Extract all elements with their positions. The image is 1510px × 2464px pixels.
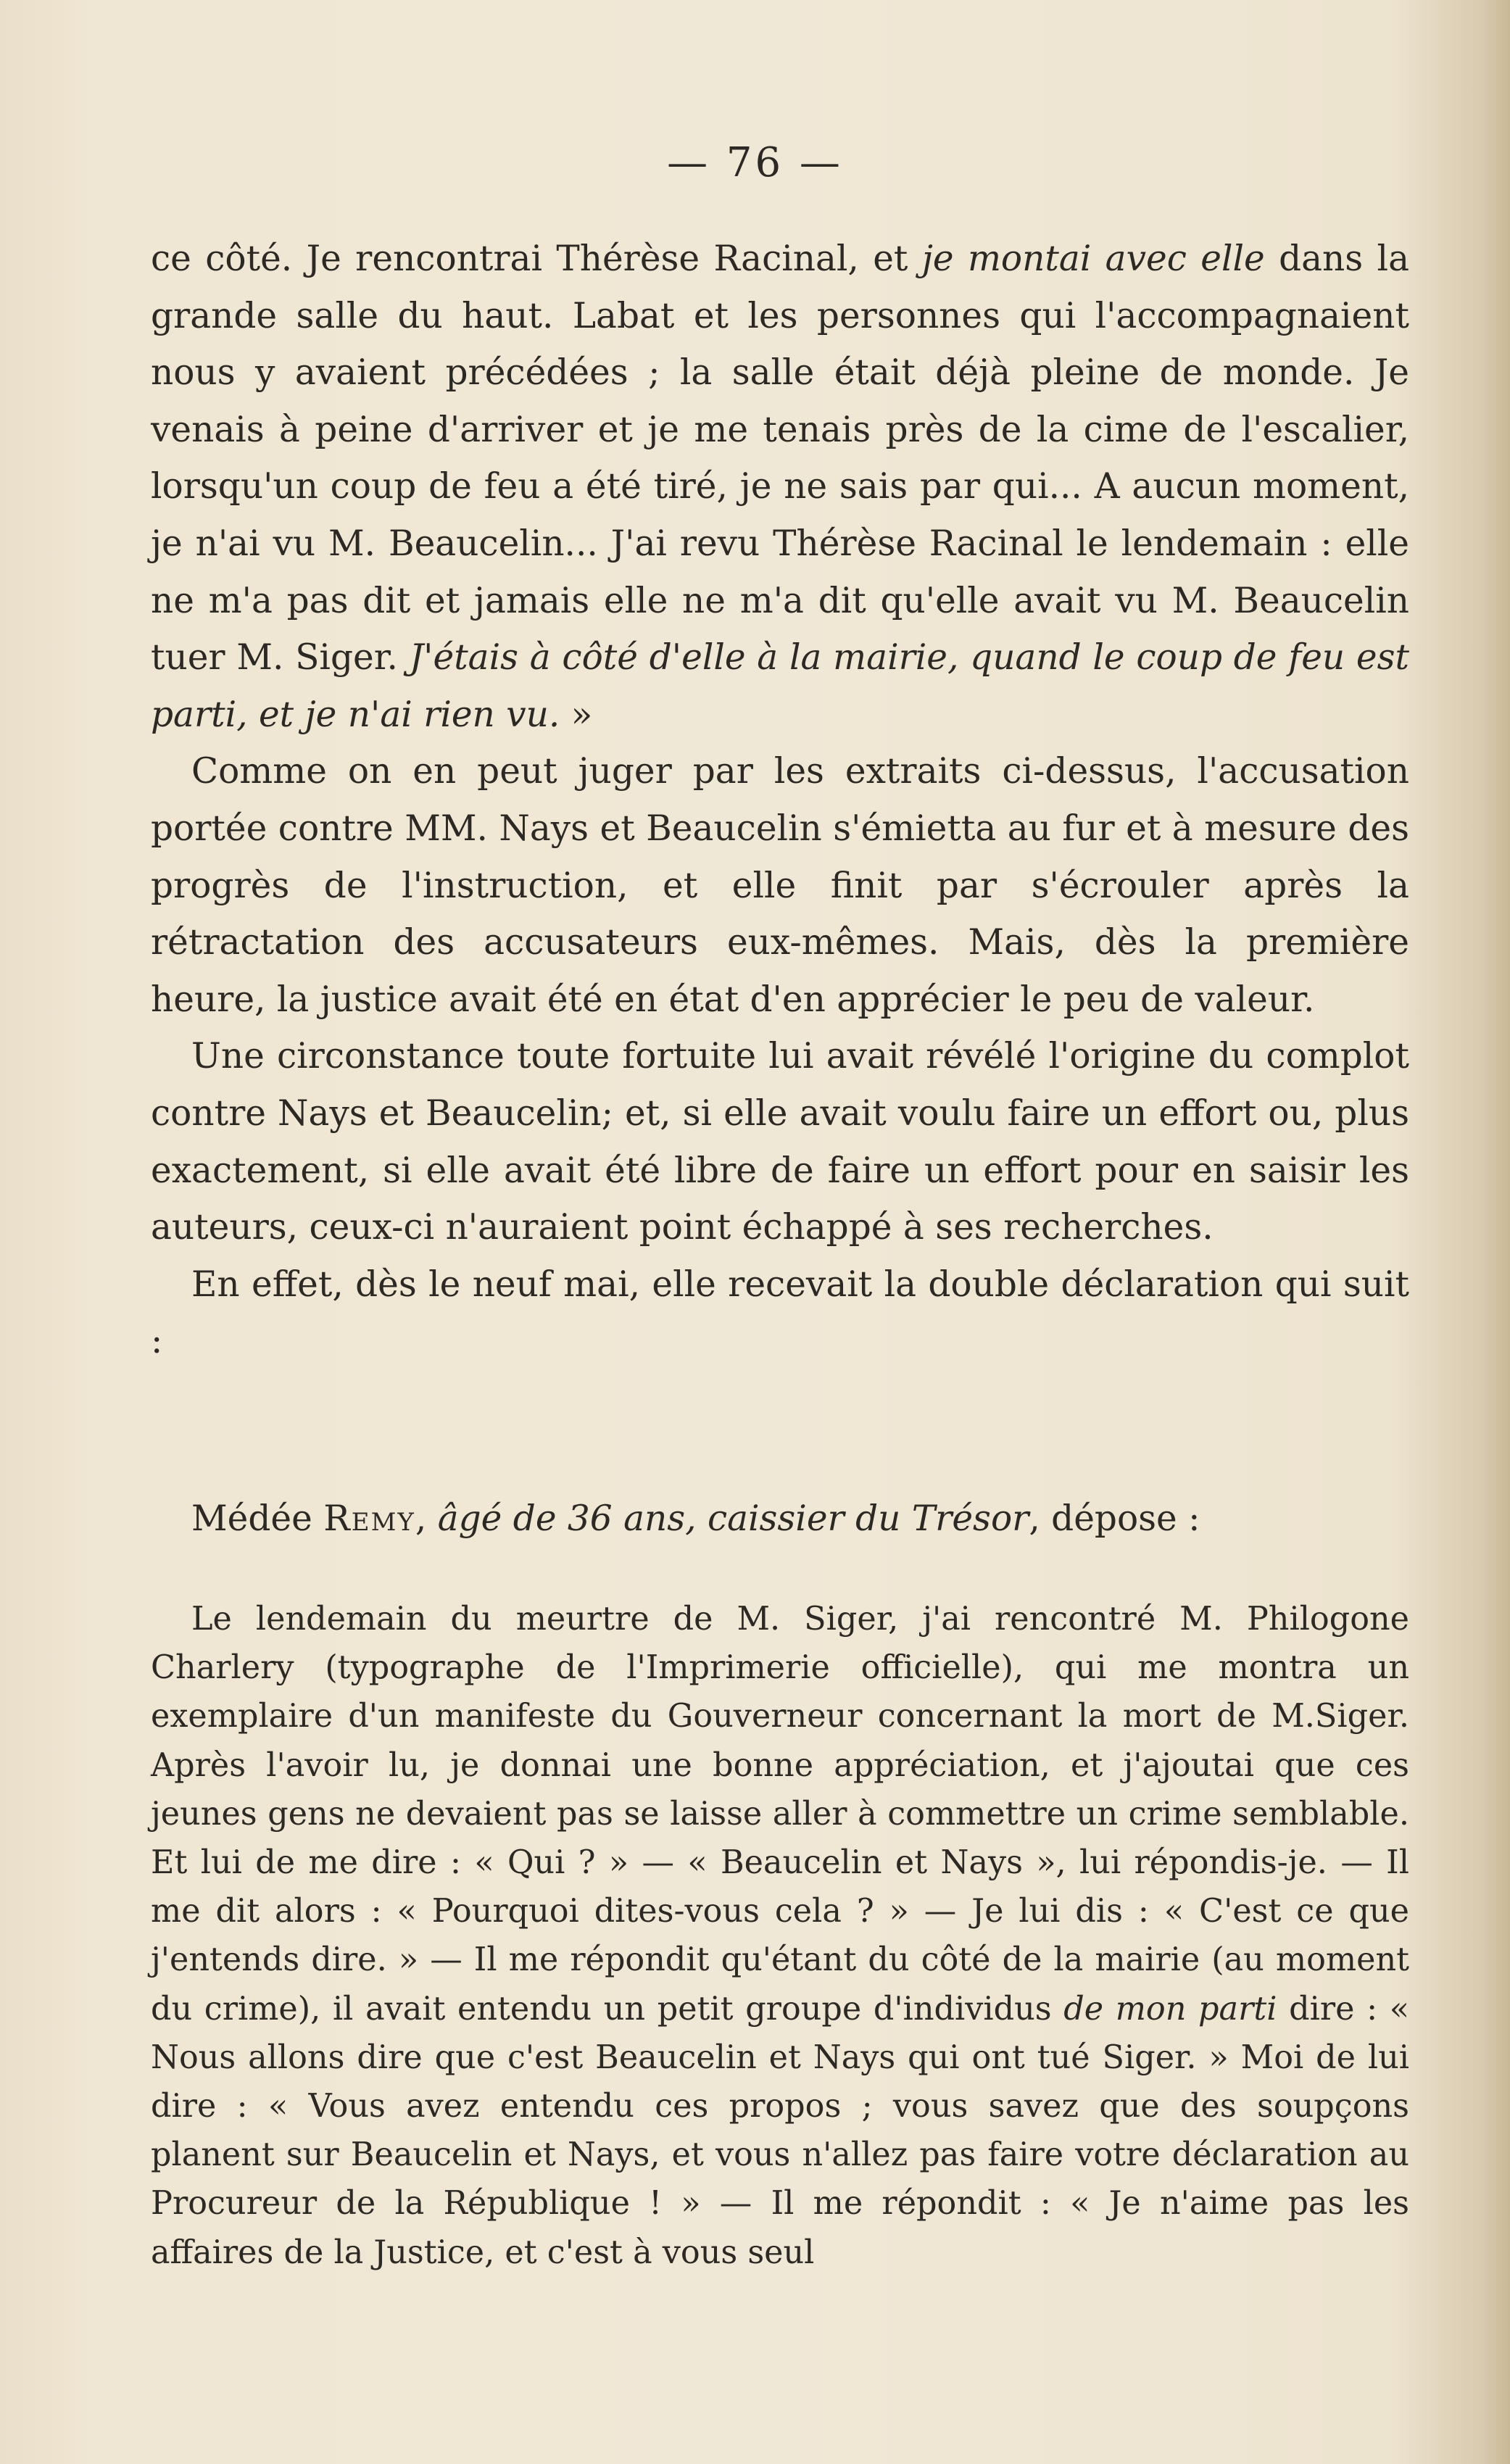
paragraph-1-text-c: » (560, 694, 593, 735)
paragraph-2: Comme on en peut juger par les extraits ci-dessus, l'accusation portée contre MM. Nays et Beaucelin s'émietta au fur et à mesure des progrès de l'instruction, et elle finit par s'écrouler après la rétractation des accusateurs eux-mêmes. Mais, dès la première heure, la justice avait été en état d'en apprécier le peu de valeur. (151, 751, 1409, 1020)
deponent-prefix: Médée (191, 1498, 324, 1539)
testimony-italic: de mon parti (1063, 1990, 1277, 2028)
testimony-text-a: Le lendemain du meurtre de M. Siger, j'ai rencontré M. Philogone Charlery (typographe de l'Imprimerie officielle), qui me montra un exemplaire d'un manifeste du Gouverneur concernant la mort de M.Siger. Après l'avoir lu, je donnai une bonne appréciation, et j'ajoutai que ces jeunes gens ne devaient pas se laisse aller à commettre un crime semblable. Et lui de me dire : « Qui ? » — « Beaucelin et Nays », lui répondis-je. — Il me dit alors : « Pourquoi dites-vous cela ? » — Je lui dis : « C'est ce que j'entends dire. » — Il me répondit qu'étant du côté de la mairie (au moment du crime), il avait entendu un petit groupe d'individus (151, 1601, 1409, 2028)
paragraph-3: Une circonstance toute fortuite lui avait révélé l'origine du complot contre Nays et Beaucelin; et, si elle avait voulu faire un effort ou, plus exactement, si elle avait été libre de faire un effort pour en saisir les auteurs, ceux-ci n'auraient point échappé à ses recherches. (151, 1036, 1409, 1248)
paragraph-1-italic-b: J'étais à côté d'elle à la mairie, quand le coup de feu est parti, et je n'ai rien vu. (151, 637, 1409, 735)
page-number: — 76 — (667, 139, 843, 186)
deponent-suffix: , dépose : (1029, 1498, 1200, 1539)
deponent-line (191, 1490, 1409, 1548)
deponent-details: âgé de 36 ans, caissier du Trésor (437, 1498, 1029, 1539)
body-text (151, 231, 1409, 1370)
testimony-paragraph (151, 1595, 1409, 2277)
paragraph-1-italic-a: je montai avec elle (921, 238, 1265, 279)
paragraph-continuation (151, 231, 1409, 743)
deponent-name: Remy (323, 1498, 415, 1539)
paragraph-1-text-a: ce côté. Je rencontrai Thérèse Racinal, et (151, 238, 922, 279)
paragraph-1-text-b: dans la grande salle du haut. Labat et les personnes qui l'accompagnaient nous y avaient précédées ; la salle était déjà pleine de monde. Je venais à peine d'arriver et je me tenais près de la cime de l'escalier, lorsqu'un coup de feu a été tiré, je ne sais par qui... A aucun moment, je n'ai vu M. Beaucelin... J'ai revu Thérèse Racinal le lendemain : elle ne m'a pas dit et jamais elle ne m'a dit qu'elle avait vu M. Beaucelin tuer M. Siger. (151, 238, 1409, 679)
testimony-text-b: dire : « Nous allons dire que c'est Beaucelin et Nays qui ont tué Siger. » Moi de lui dire : « Vous avez entendu ces propos ; vous savez que des soupçons planent sur Beaucelin et Nays, et vous n'allez pas faire votre déclaration au Procureur de la République ! » — Il me répondit : « Je n'aime pas les affaires de la Justice, et c'est à vous seul (151, 1990, 1409, 2271)
deponent-sep: , (415, 1498, 438, 1539)
paragraph-4: En effet, dès le neuf mai, elle recevait la double déclaration qui suit : (151, 1264, 1409, 1362)
testimony-text (151, 1595, 1409, 2277)
